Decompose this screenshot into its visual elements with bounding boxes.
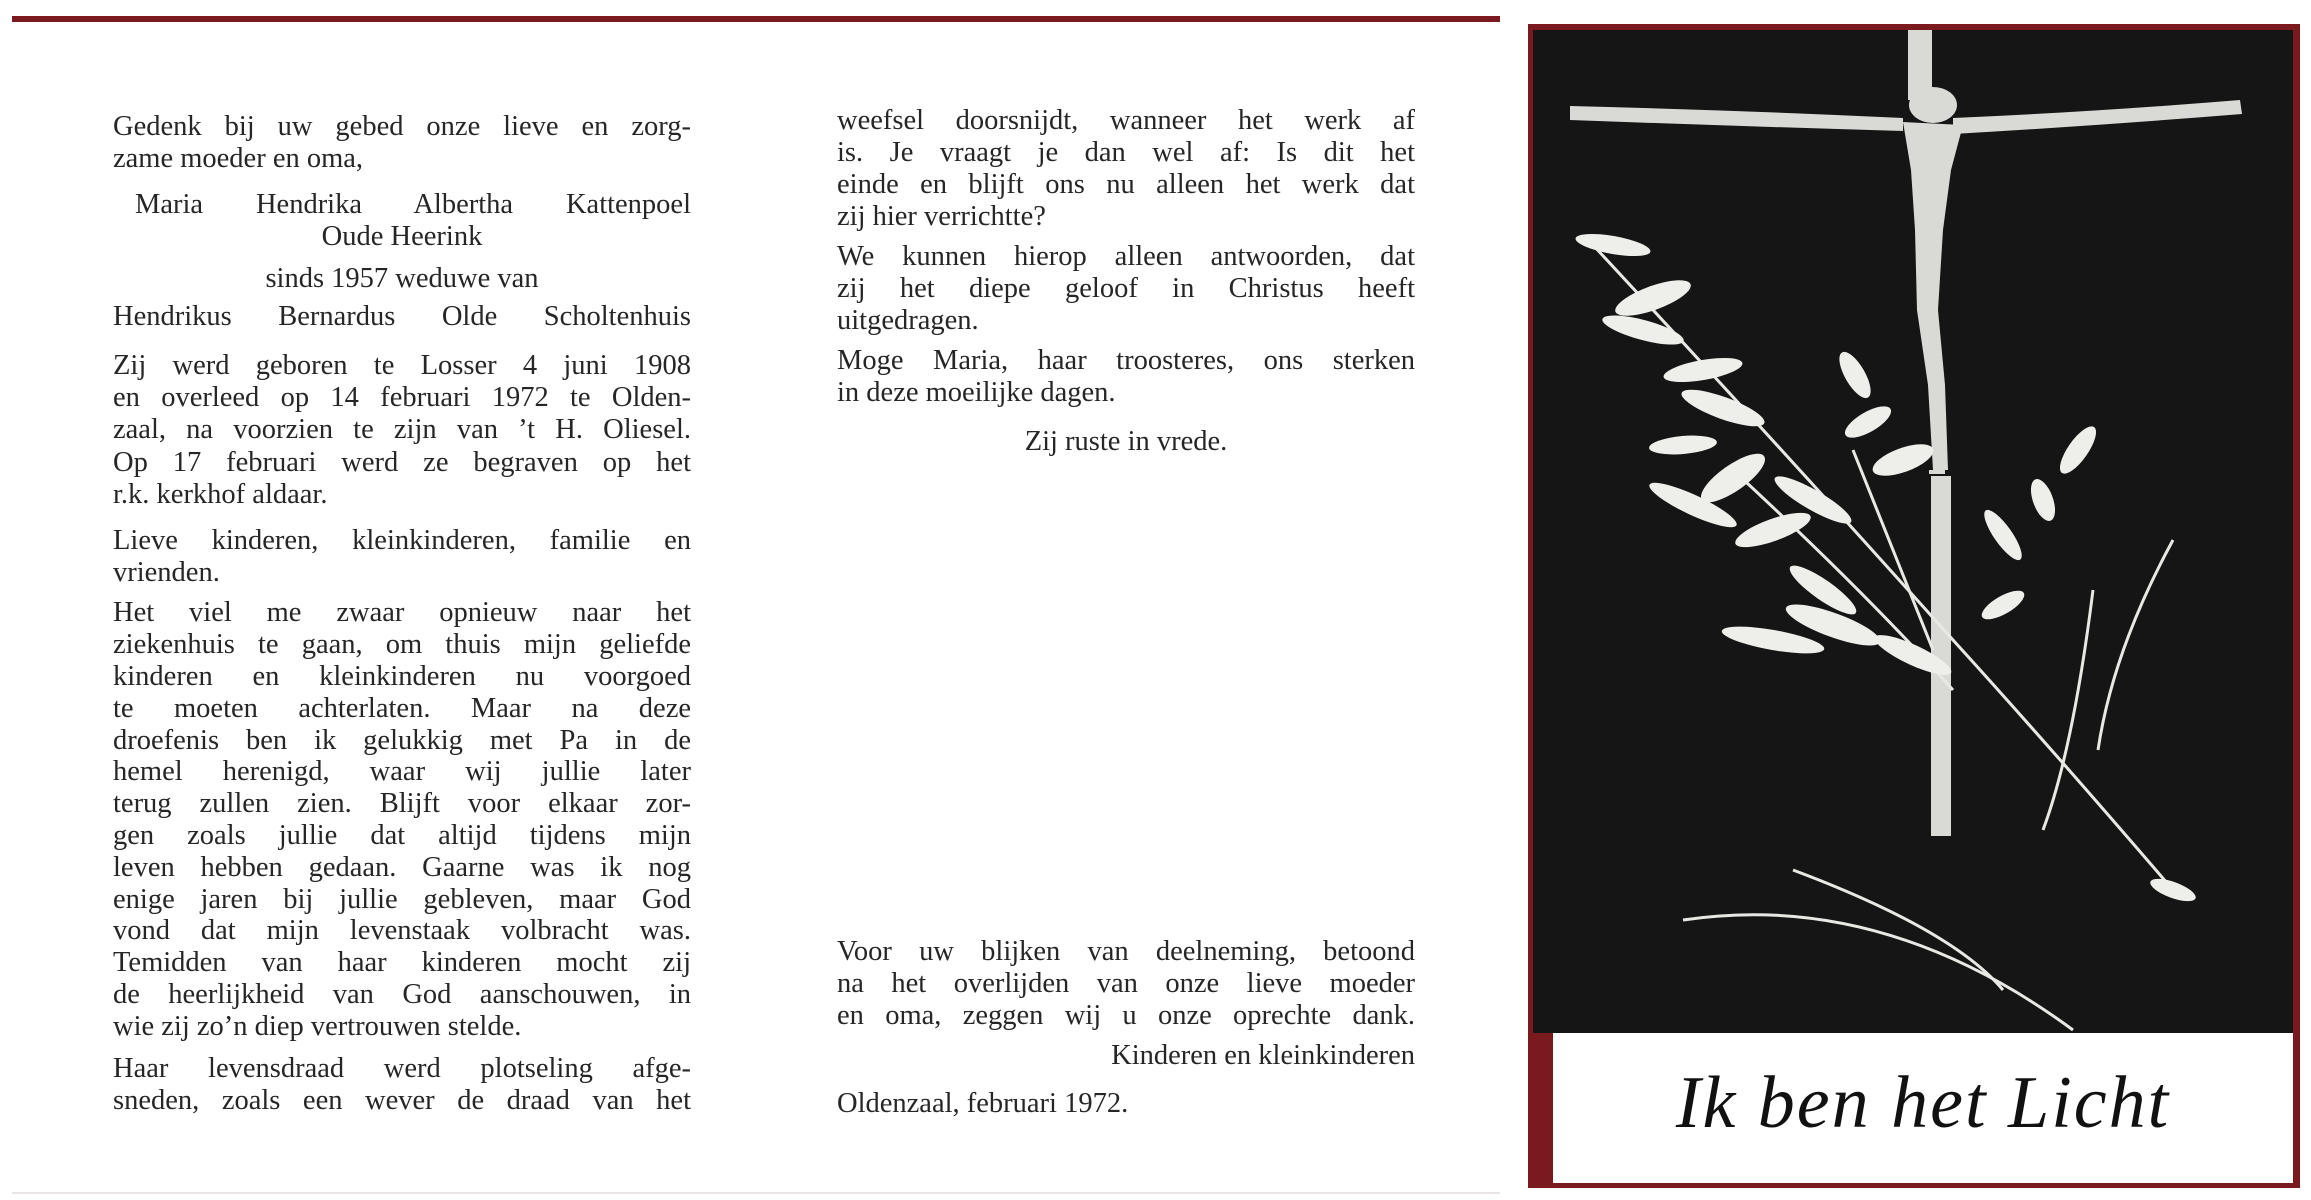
cross-arm-left <box>1570 106 1903 131</box>
text-line: Oude Heerink <box>321 221 483 252</box>
text-line: droefenis ben ik gelukkig met Pa in de <box>113 725 691 756</box>
text-column-left <box>113 22 691 1172</box>
caption-area <box>1553 1033 2293 1183</box>
text-line: weefsel doorsnijdt, wanneer het werk af <box>837 105 1415 136</box>
text-line: wie zij zo’n diep vertrouwen stelde. <box>113 1011 522 1042</box>
text-line: Gedenk bij uw gebed onze lieve en zorg- <box>113 111 691 142</box>
christ-head <box>1909 87 1957 123</box>
text-line: terug zullen zien. Blijft voor elkaar zor- <box>113 788 691 819</box>
text-line: sinds 1957 weduwe van <box>265 263 539 294</box>
crucifix-grass-image <box>1533 30 2293 1033</box>
text-line: zij hier verrichtte? <box>837 201 1046 232</box>
text-line: zij het diepe geloof in Christus heeft <box>837 273 1415 304</box>
text-line: kinderen en kleinkinderen nu voorgoed <box>113 661 691 692</box>
text-line: Op 17 februari werd ze begraven op het <box>113 447 691 478</box>
text-line: vrienden. <box>113 557 220 588</box>
text-line: zame moeder en oma, <box>113 143 364 174</box>
text-line: en oma, zeggen wij u onze oprechte dank. <box>837 1000 1415 1031</box>
text-line: Temidden van haar kinderen mocht zij <box>113 947 691 978</box>
christ-body <box>1903 122 1963 320</box>
text-line: zaal, na voorzien te zijn van ’t H. Oliesel. <box>113 414 691 445</box>
text-line: uitgedragen. <box>837 305 979 336</box>
text-line: gen zoals jullie dat altijd tijdens mijn <box>113 820 691 851</box>
text-line: Moge Maria, haar troosteres, ons sterken <box>837 345 1415 376</box>
text-line: Oldenzaal, februari 1972. <box>837 1088 1129 1119</box>
text-line: leven hebben gedaan. Gaarne was ik nog <box>113 852 691 883</box>
text-line: sneden, zoals een wever de draad van het <box>113 1085 691 1116</box>
cross-arm-right <box>1953 100 2242 134</box>
text-column-right <box>837 22 1415 1172</box>
memorial-card-inside <box>12 16 1500 1192</box>
text-line: Voor uw blijken van deelneming, betoond <box>837 936 1415 967</box>
text-line: Haar levensdraad werd plotseling afge- <box>113 1053 691 1084</box>
text-line: Het viel me zwaar opnieuw naar het <box>113 597 691 628</box>
text-line: hemel herenigd, waar wij jullie later <box>113 756 691 787</box>
crucifix-photo <box>1533 30 2293 1033</box>
text-line: na het overlijden van onze lieve moeder <box>837 968 1415 999</box>
text-line: te moeten achterlaten. Maar na deze <box>113 693 691 724</box>
text-line: enige jaren bij jullie gebleven, maar God <box>113 884 691 915</box>
front-caption: Ik ben het Licht <box>1675 1062 2171 1144</box>
text-line: vond dat mijn levenstaak volbracht was. <box>113 915 691 946</box>
text-line: Lieve kinderen, kleinkinderen, familie en <box>113 525 691 556</box>
text-line: Zij ruste in vrede. <box>1024 426 1228 457</box>
text-line: ziekenhuis te gaan, om thuis mijn geliefde <box>113 629 691 660</box>
text-line: en overleed op 14 februari 1972 te Olden- <box>113 382 691 413</box>
text-line: Maria Hendrika Albertha Kattenpoel <box>135 189 691 220</box>
text-line: de heerlijkheid van God aanschouwen, in <box>113 979 691 1010</box>
text-line: is. Je vraagt je dan wel af: Is dit het <box>837 137 1415 168</box>
text-line: Zij werd geboren te Losser 4 juni 1908 <box>113 350 691 381</box>
text-line: Kinderen en kleinkinderen <box>1111 1040 1415 1071</box>
text-line: Hendrikus Bernardus Olde Scholtenhuis <box>113 301 691 332</box>
text-line: einde en blijft ons nu alleen het werk dat <box>837 169 1415 200</box>
text-line: in deze moeilijke dagen. <box>837 377 1116 408</box>
text-line: We kunnen hierop alleen antwoorden, dat <box>837 241 1415 272</box>
text-line: r.k. kerkhof aldaar. <box>113 479 328 510</box>
